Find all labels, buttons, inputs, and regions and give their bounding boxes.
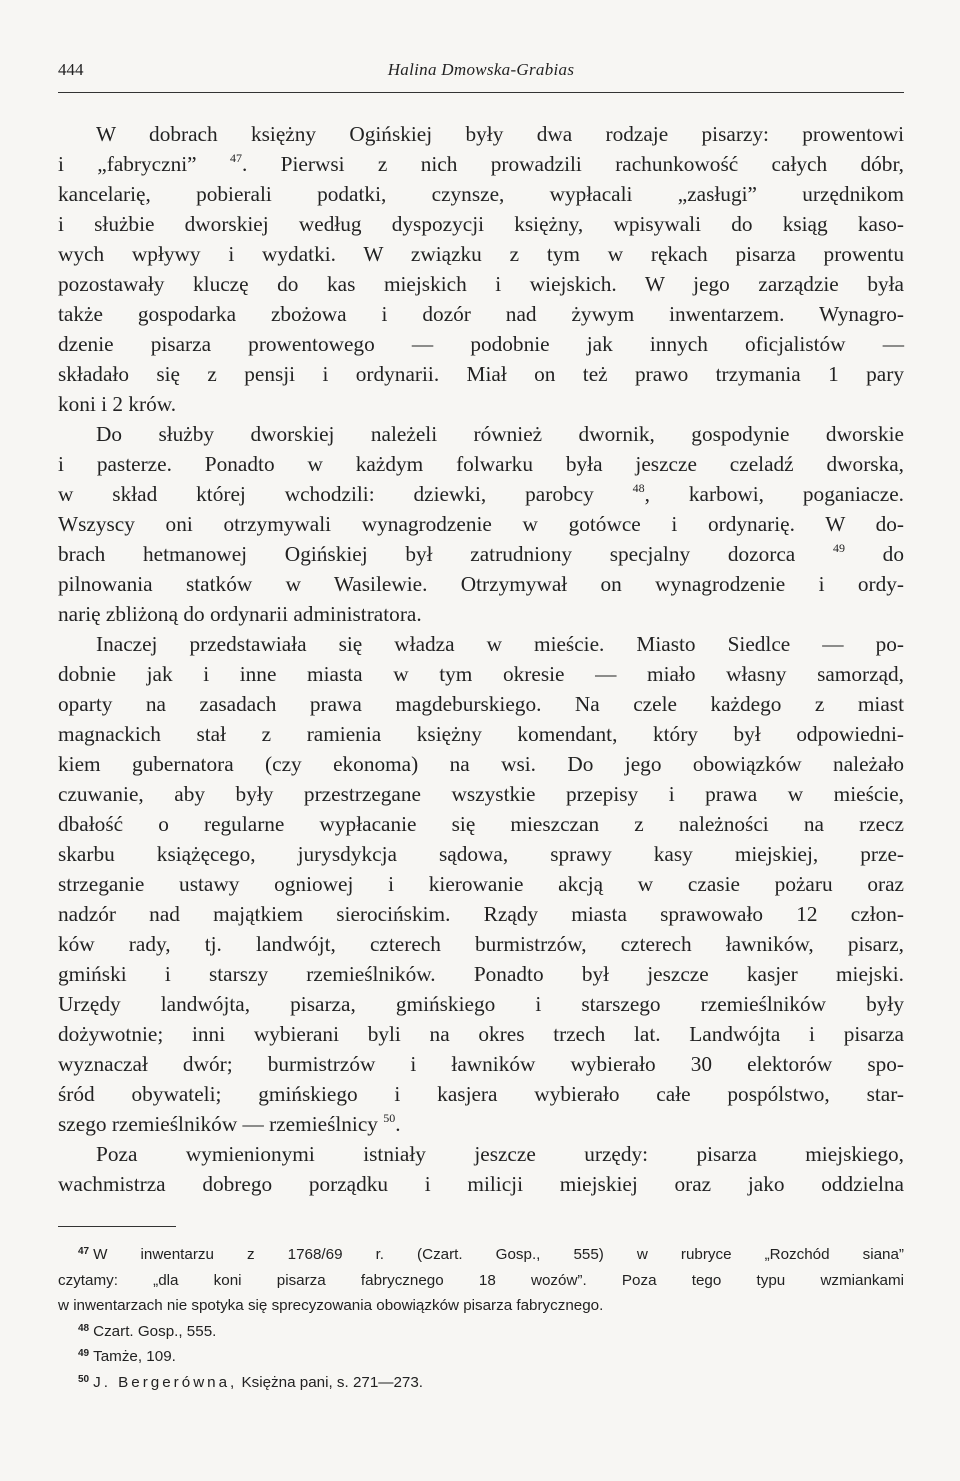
text-line: strzeganie ustawy ogniowej i kierowanie akcją w czasie pożaru oraz [58, 872, 904, 896]
footnote-text: W inwentarzu z 1768/69 r. (Czart. Gosp., 555) w rubryce „Rozchód siana” [93, 1246, 904, 1263]
footnote-ref-47: 47 [229, 151, 242, 165]
footnote-author: J. Bergerówna, [93, 1373, 238, 1391]
text-span: w skład której wchodzili: dziewki, parobcy [58, 482, 594, 506]
body-text [58, 119, 904, 1199]
text-line: magnackich stał z ramienia księżny komendant, który był odpowiedni- [58, 722, 904, 746]
text-line: oparty na zasadach prawa magdeburskiego. Na czele każdego z miast [58, 692, 904, 716]
text-line: skarbu książęcego, jurysdykcja sądowa, sprawy kasy miejskiej, prze- [58, 842, 904, 866]
footnote-rule [58, 1226, 176, 1227]
running-title: Halina Dmowska-Grabias [387, 60, 575, 79]
text-line: kancelarię, pobierali podatki, czynsze, wypłacali „zasługi” urzędnikom [58, 182, 904, 206]
footnote-50 [58, 1370, 904, 1396]
footnote-ref-50: 50 [383, 1111, 396, 1125]
text-line: ków rady, tj. landwójt, czterech burmistrzów, czterech ławników, pisarz, [58, 932, 904, 956]
text-line: dobnie jak i inne miasta w tym okresie — miało własny samorząd, [58, 662, 904, 686]
text-span: brach hetmanowej Ogińskiej był zatrudniony specjalny dozorca [58, 542, 796, 566]
text-line: dzenie pisarza prowentowego — podobnie jak innych oficjalistów — [58, 332, 904, 356]
document-page [58, 0, 904, 1481]
footnote-number: 47 [78, 1246, 90, 1257]
text-line: Do służby dworskiej należeli również dwornik, gospodynie dworskie [96, 422, 904, 446]
footnote-number: 48 [78, 1322, 90, 1334]
text-line: Poza wymienionymi istniały jeszcze urzędy: pisarza miejskiego, [96, 1142, 904, 1166]
text-span: . Pierwsi z nich prowadzili rachunkowość całych dóbr, [241, 152, 905, 176]
footnote-text: Tamże, 109. [93, 1348, 176, 1365]
text-line [58, 539, 904, 569]
text-line: kiem gubernatora (czy ekonoma) na wsi. Do jego obowiązków należało [58, 752, 904, 776]
text-line [58, 149, 904, 179]
text-line [58, 1109, 904, 1139]
footnote-ref-49: 49 [832, 541, 845, 555]
text-line: pilnowania statków w Wasilewie. Otrzymywał on wynagrodzenie i ordy- [58, 572, 904, 596]
text-span: do [844, 542, 904, 566]
text-line: narię zbliżoną do ordynarii administratora. [58, 602, 422, 626]
text-line: nadzór nad majątkiem sierocińskim. Rządy miasta sprawowało 12 człon- [58, 902, 904, 926]
page-number: 444 [58, 60, 84, 79]
text-line: W dobrach księżny Ogińskiej były dwa rodzaje pisarzy: prowentowi [96, 122, 904, 146]
text-span: i „fabryczni” [58, 152, 197, 176]
footnote-49 [58, 1344, 904, 1370]
text-line: śród obywateli; gmińskiego i kasjera wybierało całe pospólstwo, star- [58, 1082, 904, 1106]
text-line: dożywotnie; inni wybierani byli na okres trzech lat. Landwójta i pisarza [58, 1022, 904, 1046]
text-line: wyznaczał dwór; burmistrzów i ławników wybierało 30 elektorów spo- [58, 1052, 904, 1076]
text-line: koni i 2 krów. [58, 392, 177, 416]
footnote-47 [58, 1242, 904, 1268]
text-span: . [395, 1112, 401, 1136]
text-line: czuwanie, aby były przestrzegane wszystkie przepisy i prawa w mieście, [58, 782, 904, 806]
text-span: , karbowi, poganiacze. [644, 482, 904, 506]
footnote-ref-48: 48 [632, 481, 645, 495]
footnote-48 [58, 1319, 904, 1345]
text-line: Urzędy landwójta, pisarza, gmińskiego i starszego rzemieślników były [58, 992, 904, 1016]
text-line: wych wpływy i wydatki. W związku z tym w rękach pisarza prowentu [58, 242, 904, 266]
text-line: dbałość o regularne wypłacanie się mieszczan z należności na rzecz [58, 812, 904, 836]
text-line: pozostawały kluczę do kas miejskich i wiejskich. W jego zarządzie była [58, 272, 904, 296]
footnote-text: Księżna pani, s. 271—273. [237, 1373, 424, 1391]
footnotes [58, 1242, 904, 1395]
footnote-line: czytamy: „dla koni pisarza fabrycznego 18 wozów”. Poza tego typu wzmiankami [58, 1271, 904, 1289]
text-line: także gospodarka zbożowa i dozór nad żywym inwentarzem. Wynagro- [58, 302, 904, 326]
footnote-number: 49 [78, 1348, 90, 1359]
footnote-text: Czart. Gosp., 555. [93, 1322, 217, 1340]
text-line: i służbie dworskiej według dyspozycji księżny, wpisywali do ksiąg kaso- [58, 212, 904, 236]
text-line: i pasterze. Ponadto w każdym folwarku była jeszcze czeladź dworska, [58, 452, 904, 476]
text-line: składało się z pensji i ordynarii. Miał on też prawo trzymania 1 pary [58, 362, 904, 386]
text-span: szego rzemieślników — rzemieślnicy [58, 1112, 378, 1136]
text-line: gmiński i starszy rzemieślników. Ponadto był jeszcze kasjer miejski. [58, 962, 904, 986]
footnote-number: 50 [78, 1373, 90, 1385]
footnote-line: w inwentarzach nie spotyka się sprecyzowania obowiązków pisarza fabrycznego. [58, 1297, 604, 1314]
text-line: Inaczej przedstawiała się władza w mieście. Miasto Siedlce — po- [96, 632, 904, 656]
header-rule [58, 92, 904, 93]
text-line [58, 479, 904, 509]
text-line: wachmistrza dobrego porządku i milicji miejskiej oraz jako oddzielna [58, 1172, 904, 1196]
text-line: Wszyscy oni otrzymywali wynagrodzenie w gotówce i ordynarię. W do- [58, 512, 904, 536]
